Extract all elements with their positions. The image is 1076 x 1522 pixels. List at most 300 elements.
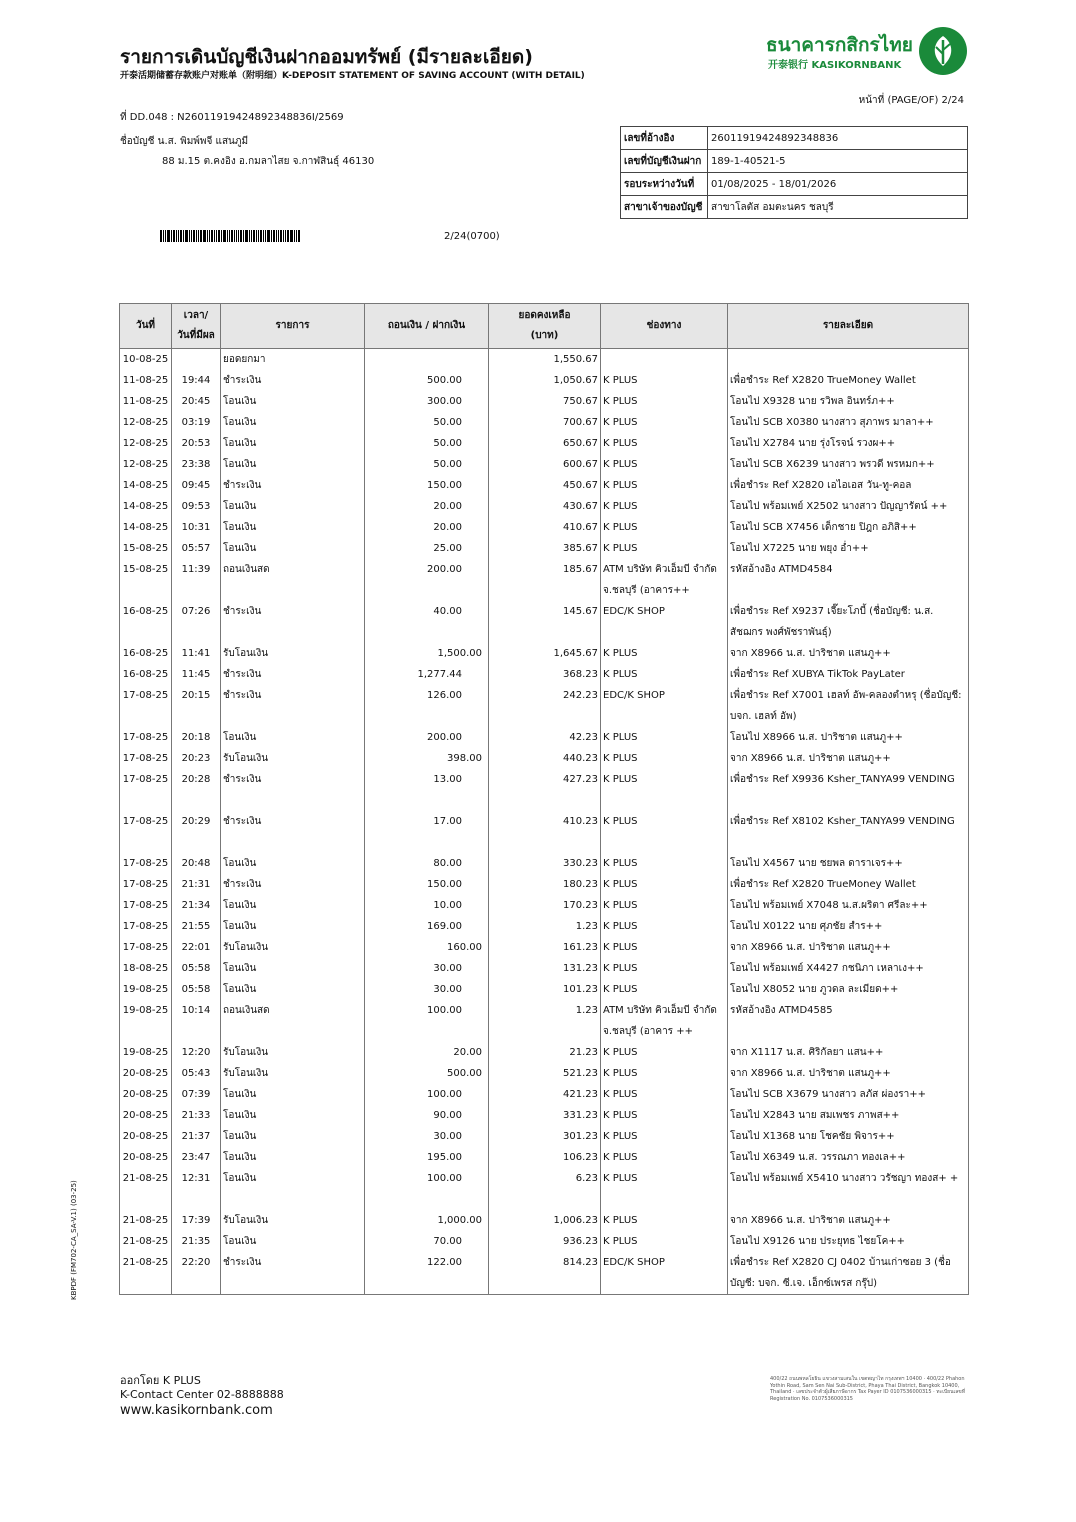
detail-cell: โอนไป พร้อมเพย์ X7048 น.ส.ผริตา ศรีละ++ [728,895,969,916]
balance-cell: 421.23 [489,1084,601,1105]
detail-cell [728,349,969,371]
balance-cell: 936.23 [489,1231,601,1252]
amount-cell: 1,277.44 [365,664,489,685]
barcode-bar [245,230,248,242]
date-cell: 12-08-25 [120,454,172,475]
detail-cell: เพื่อชำระ Ref X2820 TrueMoney Wallet [728,874,969,895]
channel-cell: K PLUS [601,454,728,475]
barcode-bar [263,230,264,242]
channel-cell: EDC/K SHOP [601,601,728,643]
description-cell: ชำระเงิน [221,685,365,727]
account-info-table [620,126,968,219]
table-row [120,664,969,685]
table-row [120,769,969,811]
balance-cell: 145.67 [489,601,601,643]
balance-cell: 6.23 [489,1168,601,1210]
date-cell: 19-08-25 [120,1042,172,1063]
barcode-bar [223,230,226,242]
detail-cell: โอนไป X0122 นาย ศุภชัย สำร++ [728,916,969,937]
balance-cell: 170.23 [489,895,601,916]
detail-cell: โอนไป X4567 นาย ชยพล ดาราเจร++ [728,853,969,874]
barcode-bar [243,230,244,242]
info-label: สาขาเจ้าของบัญชี [621,196,708,219]
detail-cell: จาก X8966 น.ส. ปาริชาต แสนภู++ [728,937,969,958]
time-cell: 21:33 [172,1105,221,1126]
balance-cell: 1.23 [489,1000,601,1042]
balance-cell: 430.67 [489,496,601,517]
channel-cell: K PLUS [601,1168,728,1210]
info-row-branch [621,196,968,219]
amount-cell: 50.00 [365,412,489,433]
table-row [120,496,969,517]
detail-cell: จาก X8966 น.ส. ปาริชาต แสนภู++ [728,1210,969,1231]
table-row [120,643,969,664]
date-cell: 14-08-25 [120,496,172,517]
description-cell: โอนเงิน [221,1084,365,1105]
account-address: 88 ม.15 ต.คงอิง อ.กมลาไสย จ.กาฬสินธุ์ 46130 [162,156,375,167]
time-cell: 21:31 [172,874,221,895]
barcode-bar [191,230,192,242]
col-balance [489,304,601,349]
balance-cell: 385.67 [489,538,601,559]
channel-cell: K PLUS [601,895,728,916]
table-row [120,748,969,769]
description-cell: ชำระเงิน [221,370,365,391]
detail-cell: โอนไป X2843 นาย สมเพชร ภาพส++ [728,1105,969,1126]
balance-cell: 331.23 [489,1105,601,1126]
time-cell: 07:39 [172,1084,221,1105]
table-row [120,370,969,391]
channel-cell: K PLUS [601,1231,728,1252]
barcode-bar [238,230,239,242]
time-cell: 11:45 [172,664,221,685]
col-time [172,304,221,349]
date-cell: 17-08-25 [120,853,172,874]
time-cell: 21:37 [172,1126,221,1147]
date-cell: 17-08-25 [120,895,172,916]
info-label: เลขที่อ้างอิง [621,127,708,150]
form-code: KBPDF (FM702-CA_SA-V.1) (03-25) [70,1180,78,1300]
channel-cell: ATM บริษัท คิวเอ็มบี จำกัด จ.ชลบุรี (อาคาร ++ [601,1000,728,1042]
date-cell: 17-08-25 [120,685,172,727]
amount-cell: 160.00 [365,937,489,958]
balance-cell: 180.23 [489,874,601,895]
time-cell: 10:31 [172,517,221,538]
col-time-line1: เวลา/ [183,310,209,321]
description-cell: รับโอนเงิน [221,937,365,958]
detail-cell: จาก X1117 น.ส. ศิริกัลยา แสน++ [728,1042,969,1063]
website-link[interactable]: www.kasikornbank.com [120,1403,273,1418]
barcode-bar [200,230,202,242]
barcode-bar [198,230,199,242]
balance-cell: 1,006.23 [489,1210,601,1231]
info-value: 189-1-40521-5 [708,150,968,173]
channel-cell: K PLUS [601,664,728,685]
balance-cell: 1,645.67 [489,643,601,664]
time-cell: 05:58 [172,958,221,979]
date-cell: 20-08-25 [120,1063,172,1084]
time-cell: 20:28 [172,769,221,811]
balance-cell: 410.23 [489,811,601,853]
amount-cell: 10.00 [365,895,489,916]
detail-cell: โอนไป พร้อมเพย์ X2502 นางสาว ปัญญารัตน์ ++ [728,496,969,517]
channel-cell: K PLUS [601,874,728,895]
amount-cell: 398.00 [365,748,489,769]
table-row [120,475,969,496]
time-cell: 10:14 [172,1000,221,1042]
table-row [120,1105,969,1126]
col-detail: รายละเอียด [728,304,969,349]
time-cell: 21:55 [172,916,221,937]
amount-cell: 30.00 [365,979,489,1000]
barcode-bar [207,230,208,242]
info-row-ref [621,127,968,150]
detail-cell: โอนไป SCB X3679 นางสาว ลภัส ผ่องรา++ [728,1084,969,1105]
date-cell: 17-08-25 [120,769,172,811]
channel-cell: K PLUS [601,1042,728,1063]
detail-cell: จาก X8966 น.ส. ปาริชาต แสนภู++ [728,1063,969,1084]
bank-address: 400/22 ถนนพหลโยธิน แขวงสามเสนใน เขตพญาไท กรุงเทพฯ 10400 · 400/22 Phahon Yothin Road, Sam Sen Nai Sub-District, Phaya Thai District, Bangkok 10400, Thailand · เลขประจำตัวผู้เสียภาษีอากร Tax Payer ID 0107536000315 · ทะเบียนเลขที่ Registration No. 0107536000315 [770,1376,966,1402]
barcode-bar [298,230,300,242]
col-amount: ถอนเงิน / ฝากเงิน [365,304,489,349]
amount-cell: 25.00 [365,538,489,559]
date-cell: 17-08-25 [120,937,172,958]
date-cell: 20-08-25 [120,1147,172,1168]
date-cell: 11-08-25 [120,391,172,412]
amount-cell: 500.00 [365,370,489,391]
balance-cell: 21.23 [489,1042,601,1063]
table-row [120,1084,969,1105]
description-cell: โอนเงิน [221,412,365,433]
channel-cell: ATM บริษัท คิวเอ็มบี จำกัด จ.ชลบุรี (อาคาร++ [601,559,728,601]
barcode-bar [287,230,289,242]
barcode-bar [178,230,179,242]
date-cell: 21-08-25 [120,1252,172,1295]
detail-cell: รหัสอ้างอิง ATMD4584 [728,559,969,601]
barcode-bar [163,230,164,242]
contact-center: K-Contact Center 02-8888888 [120,1388,284,1401]
barcode-bar [276,230,277,242]
channel-cell: K PLUS [601,811,728,853]
amount-cell: 126.00 [365,685,489,727]
amount-cell: 100.00 [365,1000,489,1042]
bank-name-en: 开泰银行 KASIKORNBANK [768,60,902,71]
channel-cell: K PLUS [601,1063,728,1084]
detail-cell: โอนไป พร้อมเพย์ X4427 กชนิภา เหลาเง++ [728,958,969,979]
time-cell: 12:20 [172,1042,221,1063]
balance-cell: 521.23 [489,1063,601,1084]
amount-cell: 169.00 [365,916,489,937]
amount-cell: 30.00 [365,958,489,979]
table-row [120,433,969,454]
time-cell: 07:26 [172,601,221,643]
description-cell: โอนเงิน [221,1105,365,1126]
barcode-bar [221,230,222,242]
amount-cell: 1,500.00 [365,643,489,664]
balance-cell: 440.23 [489,748,601,769]
detail-cell: โอนไป X2784 นาย รุ่งโรจน์ รวงผ++ [728,433,969,454]
amount-cell: 20.00 [365,1042,489,1063]
barcode-bar [173,230,175,242]
col-time-line2: วันที่มีผล [177,330,215,341]
table-row [120,916,969,937]
table-row [120,727,969,748]
date-cell: 15-08-25 [120,559,172,601]
barcode-bar [249,230,250,242]
channel-cell: EDC/K SHOP [601,1252,728,1295]
barcode-bar [290,230,293,242]
description-cell: โอนเงิน [221,391,365,412]
date-cell: 21-08-25 [120,1168,172,1210]
time-cell: 20:23 [172,748,221,769]
detail-cell: โอนไป SCB X0380 นางสาว สุภาพร มาลา++ [728,412,969,433]
channel-cell: K PLUS [601,1105,728,1126]
balance-cell: 301.23 [489,1126,601,1147]
table-header-row [120,304,969,349]
amount-cell: 100.00 [365,1168,489,1210]
balance-cell: 750.67 [489,391,601,412]
barcode-bar [218,230,220,242]
channel-cell: K PLUS [601,496,728,517]
barcode-bar [193,230,195,242]
description-cell: รับโอนเงิน [221,1210,365,1231]
barcode-bar [180,230,182,242]
col-description: รายการ [221,304,365,349]
balance-cell: 131.23 [489,958,601,979]
channel-cell: K PLUS [601,853,728,874]
time-cell: 20:29 [172,811,221,853]
barcode-bar [251,230,252,242]
date-cell: 17-08-25 [120,727,172,748]
date-cell: 16-08-25 [120,664,172,685]
description-cell: ชำระเงิน [221,811,365,853]
description-cell: โอนเงิน [221,916,365,937]
date-cell: 17-08-25 [120,916,172,937]
description-cell: โอนเงิน [221,853,365,874]
description-cell: รับโอนเงิน [221,748,365,769]
amount-cell: 40.00 [365,601,489,643]
description-cell: โอนเงิน [221,1231,365,1252]
table-row [120,391,969,412]
table-row [120,1147,969,1168]
barcode-bar [231,230,233,242]
description-cell: ถอนเงินสด [221,559,365,601]
barcode-bar [267,230,270,242]
time-cell: 12:31 [172,1168,221,1210]
table-row [120,979,969,1000]
col-channel: ช่องทาง [601,304,728,349]
channel-cell: K PLUS [601,937,728,958]
amount-cell: 17.00 [365,811,489,853]
channel-cell: K PLUS [601,538,728,559]
detail-cell: โอนไป X8052 นาย ภูวดล ละเมียด++ [728,979,969,1000]
detail-cell: รหัสอ้างอิง ATMD4585 [728,1000,969,1042]
time-cell: 05:43 [172,1063,221,1084]
date-cell: 17-08-25 [120,811,172,853]
balance-cell: 814.23 [489,1252,601,1295]
time-cell: 03:19 [172,412,221,433]
time-cell: 11:39 [172,559,221,601]
table-row [120,853,969,874]
date-cell: 18-08-25 [120,958,172,979]
info-value: 26011919424892348836 [708,127,968,150]
info-row-account [621,150,968,173]
channel-cell: K PLUS [601,412,728,433]
detail-cell: เพื่อชำระ Ref X9237 เจี๊ยะโภบี้ (ชื่อบัญชี: น.ส. สัชฌกร พงศ์พัชราพันธุ์) [728,601,969,643]
table-row [120,349,969,371]
description-cell: โอนเงิน [221,517,365,538]
date-cell: 10-08-25 [120,349,172,371]
date-cell: 20-08-25 [120,1105,172,1126]
amount-cell: 20.00 [365,496,489,517]
detail-cell: เพื่อชำระ Ref X9936 Ksher_TANYA99 VENDING [728,769,969,811]
amount-cell: 195.00 [365,1147,489,1168]
sequence-number: 2/24(0700) [444,231,500,242]
date-cell: 16-08-25 [120,601,172,643]
channel-cell: K PLUS [601,517,728,538]
table-row [120,1042,969,1063]
channel-cell: K PLUS [601,643,728,664]
balance-cell: 450.67 [489,475,601,496]
table-row [120,685,969,727]
barcode-bar [176,230,177,242]
table-row [120,1210,969,1231]
description-cell: ถอนเงินสด [221,1000,365,1042]
channel-cell: K PLUS [601,1084,728,1105]
detail-cell: โอนไป X1368 นาย โชคชัย พิจาร++ [728,1126,969,1147]
barcode-bar [273,230,275,242]
description-cell: โอนเงิน [221,979,365,1000]
barcode-bar [234,230,235,242]
balance-cell: 106.23 [489,1147,601,1168]
barcode-bar [160,230,162,242]
table-row [120,538,969,559]
channel-cell [601,349,728,371]
amount-cell: 200.00 [365,727,489,748]
barcode-bar [189,230,190,242]
balance-cell: 1,050.67 [489,370,601,391]
table-row [120,412,969,433]
time-cell: 09:45 [172,475,221,496]
amount-cell: 20.00 [365,517,489,538]
table-row [120,874,969,895]
detail-cell: โอนไป X9126 นาย ประยุทธ ไชยโค++ [728,1231,969,1252]
barcode-bar [260,230,262,242]
amount-cell: 500.00 [365,1063,489,1084]
barcode-bar [165,230,166,242]
barcode-bar [227,230,228,242]
time-cell: 09:53 [172,496,221,517]
barcode-bar [253,230,255,242]
time-cell: 20:18 [172,727,221,748]
detail-cell: เพื่อชำระ Ref X2820 เอไอเอส วัน-ทู-คอล [728,475,969,496]
info-value: 01/08/2025 - 18/01/2026 [708,173,968,196]
time-cell: 20:48 [172,853,221,874]
footer [120,1374,284,1418]
description-cell: รับโอนเงิน [221,1063,365,1084]
barcode-bar [296,230,297,242]
barcode-bar [240,230,242,242]
barcode-bar [283,230,284,242]
channel-cell: K PLUS [601,391,728,412]
barcode-bar [167,230,170,242]
channel-cell: K PLUS [601,958,728,979]
amount-cell: 13.00 [365,769,489,811]
date-cell: 17-08-25 [120,748,172,769]
detail-cell: เพื่อชำระ Ref X8102 Ksher_TANYA99 VENDING [728,811,969,853]
balance-cell: 410.67 [489,517,601,538]
barcode-bar [183,230,184,242]
amount-cell: 50.00 [365,433,489,454]
channel-cell: EDC/K SHOP [601,685,728,727]
barcode-bar [229,230,230,242]
balance-cell: 101.23 [489,979,601,1000]
time-cell: 20:15 [172,685,221,727]
barcode-bar [265,230,266,242]
balance-cell: 242.23 [489,685,601,727]
info-row-period [621,173,968,196]
table-row [120,1063,969,1084]
description-cell: โอนเงิน [221,958,365,979]
detail-cell: เพื่อชำระ Ref XUBYA TikTok PayLater [728,664,969,685]
description-cell: ชำระเงิน [221,769,365,811]
barcode-bar [171,230,172,242]
table-row [120,601,969,643]
time-cell: 19:44 [172,370,221,391]
date-cell: 20-08-25 [120,1084,172,1105]
date-cell: 21-08-25 [120,1231,172,1252]
description-cell: โอนเงิน [221,895,365,916]
detail-cell: โอนไป SCB X7456 เด็กชาย ปิฎก อภิสิ++ [728,517,969,538]
info-label: รอบระหว่างวันที่ [621,173,708,196]
detail-cell: โอนไป X8966 น.ส. ปาริชาต แสนภู++ [728,727,969,748]
amount-cell: 30.00 [365,1126,489,1147]
balance-cell: 650.67 [489,433,601,454]
amount-cell: 50.00 [365,454,489,475]
barcode-bar [214,230,215,242]
barcode-bar [278,230,279,242]
amount-cell: 70.00 [365,1231,489,1252]
amount-cell: 80.00 [365,853,489,874]
balance-cell: 368.23 [489,664,601,685]
channel-cell: K PLUS [601,433,728,454]
account-name: ชื่อบัญชี น.ส. พิมพ์พจี แสนภูมี [120,136,249,147]
description-cell: รับโอนเงิน [221,643,365,664]
description-cell: โอนเงิน [221,1126,365,1147]
channel-cell: K PLUS [601,1126,728,1147]
balance-cell: 1.23 [489,916,601,937]
amount-cell: 300.00 [365,391,489,412]
detail-cell: โอนไป X7225 นาย พยุง อ่ำ++ [728,538,969,559]
time-cell: 17:39 [172,1210,221,1231]
date-cell: 21-08-25 [120,1210,172,1231]
balance-cell: 700.67 [489,412,601,433]
amount-cell: 150.00 [365,874,489,895]
barcode-bar [209,230,210,242]
channel-cell: K PLUS [601,769,728,811]
date-cell: 11-08-25 [120,370,172,391]
barcode [160,230,336,242]
detail-cell: เพื่อชำระ Ref X7001 เฮลท์ อัพ-คลองตำหรุ (ชื่อบัญชี: บจก. เฮลท์ อัพ) [728,685,969,727]
description-cell: โอนเงิน [221,1147,365,1168]
channel-cell: K PLUS [601,475,728,496]
description-cell: ชำระเงิน [221,1252,365,1295]
date-cell: 16-08-25 [120,643,172,664]
description-cell: โอนเงิน [221,538,365,559]
info-label: เลขที่บัญชีเงินฝาก [621,150,708,173]
amount-cell: 100.00 [365,1084,489,1105]
transactions-table [119,303,969,1295]
